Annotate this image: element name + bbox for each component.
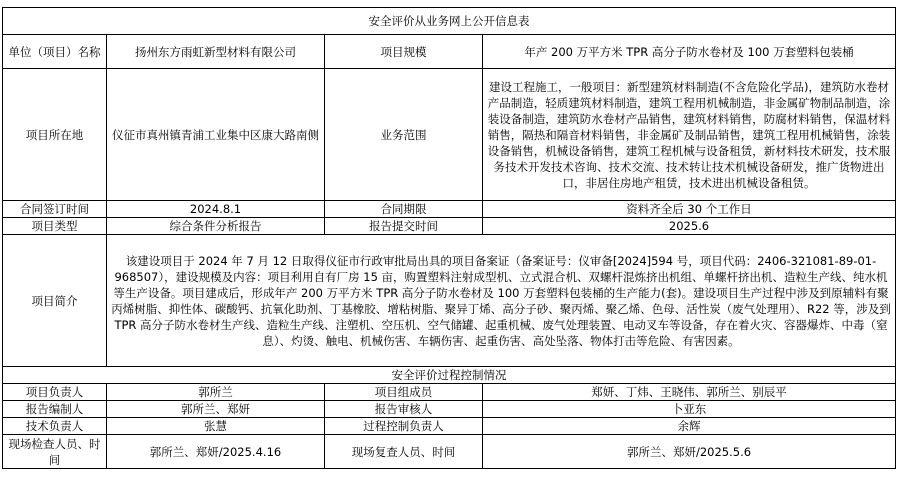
type-row [3,218,896,235]
table-title: 安全评价从业务网上公开信息表 [3,8,896,35]
tech-value: 张慧 [107,418,325,435]
location-value: 仪征市真州镇青浦工业集中区康大路南侧 [107,69,325,201]
type-label: 项目类型 [3,218,107,235]
members-label: 项目组成员 [325,384,483,401]
process-title-row [3,367,896,384]
writer-label: 报告编制人 [3,401,107,418]
info-table [2,7,896,469]
contract-time-label: 合同签订时间 [3,201,107,218]
unit-value: 扬州东方雨虹新型材料有限公司 [107,35,325,69]
process-title: 安全评价过程控制情况 [3,367,896,384]
site-label: 现场检查人员、时间 [3,435,107,469]
members-value: 郑妍、丁炜、王晓伟、郭所兰、别辰平 [483,384,896,401]
business-label: 业务范围 [325,69,483,201]
site-row [3,435,896,469]
unit-row [3,35,896,69]
scale-label: 项目规模 [325,35,483,69]
unit-label: 单位（项目）名称 [3,35,107,69]
intro-label: 项目简介 [3,235,107,367]
contract-period-label: 合同期限 [325,201,483,218]
contract-time-value: 2024.8.1 [107,201,325,218]
intro-value: 该建设项目于 2024 年 7 月 12 日取得仪征市行政审批局出具的项目备案证（备案证号：仪审备[2024]594 号，项目代码：2406-321081-89-01-968507），建设规模及内容：项目利用自有厂房 15 亩，购置塑料注射成型机、立式混合机、双螺杆混炼挤出机组、单螺杆挤出机、造粒生产线、纯水机等生产设备。项目建成后，形成年产 200 万平方米 TPR 高分子防水卷材及 100 万套塑料包装桶的生产能力(套)。建设项目生产过程中涉及到原辅料有聚丙烯树脂、抑性体、碳酸钙、抗氧化助剂、丁基橡胶、增粘树脂、聚异丁烯、高分子砂、聚丙烯、聚乙烯、色母、活性炭（废气处理用）、R22 等，涉及到 TPR 高分子防水卷材生产线、造粒生产线、注塑机、空压机、空气储罐、起重机械、废气处理装置、电动叉车等设备，存在着火灾、容器爆炸、中毒（窒息）、灼烫、触电、机械伤害、车辆伤害、起重伤害、高处坠落、物体打击等危险、有害因素。 [107,235,896,367]
submit-value: 2025.6 [483,218,896,235]
submit-label: 报告提交时间 [325,218,483,235]
recheck-value: 郭所兰、郑妍/2025.5.6 [483,435,896,469]
reviewer-value: 卜亚东 [483,401,896,418]
reviewer-label: 报告审核人 [325,401,483,418]
intro-row [3,235,896,367]
control-value: 余辉 [483,418,896,435]
contract-period-value: 资料齐全后 30 个工作日 [483,201,896,218]
recheck-label: 现场复查人员、时间 [325,435,483,469]
leader-row [3,384,896,401]
tech-label: 技术负责人 [3,418,107,435]
leader-value: 郭所兰 [107,384,325,401]
tech-row [3,418,896,435]
leader-label: 项目负责人 [3,384,107,401]
location-label: 项目所在地 [3,69,107,201]
scale-value: 年产 200 万平方米 TPR 高分子防水卷材及 100 万套塑料包装桶 [483,35,896,69]
control-label: 过程控制负责人 [325,418,483,435]
business-value: 建设工程施工，一般项目：新型建筑材料制造(不含危险化学品)，建筑防水卷材产品制造，轻质建筑材料制造，建筑工程用机械制造，非金属矿物制品制造，涂装设备制造，建筑防水卷材产品销售，建筑材料销售，防腐材料销售，保温材料销售，隔热和隔音材料销售，非金属矿及制品销售，建筑工程用机械销售，涂装设备销售，机械设备销售，建筑工程机械与设备租赁，新材料技术研发，技术服务技术开发技术咨询、技术交流、技术转让技术机械设备研发，推广货物进出口，非居住房地产租赁，技术进出机械设备租赁。 [483,69,896,201]
writer-value: 郭所兰、郑妍 [107,401,325,418]
type-value: 综合条件分析报告 [107,218,325,235]
contract-row [3,201,896,218]
title-row [3,8,896,35]
location-row [3,69,896,201]
site-value: 郭所兰、郑妍/2025.4.16 [107,435,325,469]
writer-row [3,401,896,418]
